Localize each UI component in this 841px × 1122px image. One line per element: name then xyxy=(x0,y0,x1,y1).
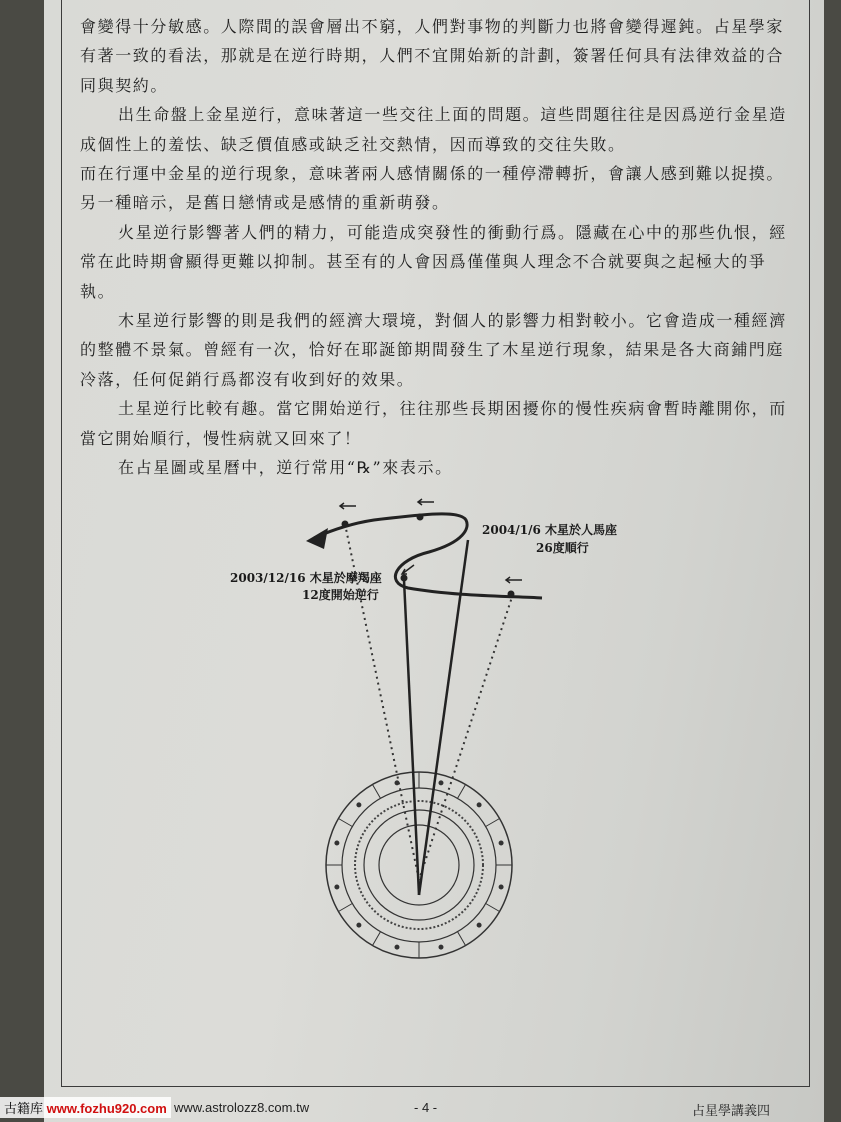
zodiac-divider xyxy=(486,904,500,912)
zodiac-glyph-mark xyxy=(335,841,339,845)
path-arrowhead xyxy=(306,528,328,549)
footer-website: www.astrolozz8.com.tw xyxy=(174,1100,310,1115)
footer-page-number: - 4 - xyxy=(414,1100,438,1115)
label-left-line2: 12度開始逆行 xyxy=(302,588,379,602)
zodiac-divider xyxy=(338,904,352,912)
label-right-line2: 26度順行 xyxy=(536,541,589,555)
zodiac-glyph-mark xyxy=(499,841,503,845)
label-left-line1: 2003/12/16 木星於摩羯座 xyxy=(230,571,382,585)
paragraph-7: 在占星圖或星曆中，逆行常用“℞”來表示。 xyxy=(118,458,453,478)
zodiac-glyph-mark xyxy=(357,923,361,927)
zodiac-glyph-mark xyxy=(357,803,361,807)
zodiac-glyph-mark xyxy=(499,885,503,889)
paragraph-1: 會變得十分敏感。人際間的誤會層出不窮，人們對事物的判斷力也將會變得遲鈍。占星學家有著一致的看法，那就是在逆行時期，人們不宜開始新的計劃，簽署任何具有法律效益的合同與契約。 xyxy=(80,17,785,95)
watermark xyxy=(0,1097,171,1118)
zodiac-chart xyxy=(326,772,512,958)
zodiac-glyph-mark xyxy=(477,803,481,807)
watermark-brand: 古籍库 xyxy=(4,1101,44,1116)
paragraph-2: 出生命盤上金星逆行，意味著這一些交往上面的問題。這些問題往往是因爲逆行金星造成個性上的羞怯、缺乏價值感或缺乏社交熱情，因而導致的交往失敗。 xyxy=(80,105,787,154)
paragraph-6: 土星逆行比較有趣。當它開始逆行，往往那些長期困擾你的慢性疾病會暫時離開你，而當它開始順行，慢性病就又回來了！ xyxy=(80,399,787,448)
zodiac-glyph-mark xyxy=(335,885,339,889)
zodiac-divider xyxy=(373,932,381,946)
retrograde-diagram xyxy=(44,0,824,1122)
footer-title: 占星學講義四 xyxy=(692,1103,771,1118)
paragraph-5: 木星逆行影響的則是我們的經濟大環境，對個人的影響力相對較小。它會造成一種經濟的整體不景氣。曾經有一次，恰好在耶誕節期間發生了木星逆行現象，結果是各大商鋪門庭冷落，任何促銷行爲都沒有收到好的效果。 xyxy=(80,311,787,389)
zodiac-divider xyxy=(486,819,500,827)
zodiac-divider xyxy=(373,784,381,798)
zodiac-glyph-mark xyxy=(439,781,443,785)
paragraph-3: 而在行運中金星的逆行現象，意味著兩人感情關係的一種停滯轉折，會讓人感到難以捉摸。另一種暗示，是舊日戀情或是感情的重新萌發。 xyxy=(80,164,785,213)
zodiac-divider xyxy=(458,932,466,946)
zodiac-divider xyxy=(338,819,352,827)
label-right-line1: 2004/1/6 木星於人馬座 xyxy=(482,523,618,537)
zodiac-glyph-mark xyxy=(439,945,443,949)
zodiac-glyph-mark xyxy=(395,945,399,949)
zodiac-glyph-mark xyxy=(477,923,481,927)
zodiac-divider xyxy=(458,784,466,798)
document-page xyxy=(44,0,824,1122)
watermark-url: www.fozhu920.com xyxy=(46,1101,167,1116)
paragraph-4: 火星逆行影響著人們的精力，可能造成突發性的衝動行爲。隱藏在心中的那些仇恨，經常在此時期會顯得更難以抑制。甚至有的人會因爲僅僅與人理念不合就要與之起極大的爭執。 xyxy=(80,222,787,301)
